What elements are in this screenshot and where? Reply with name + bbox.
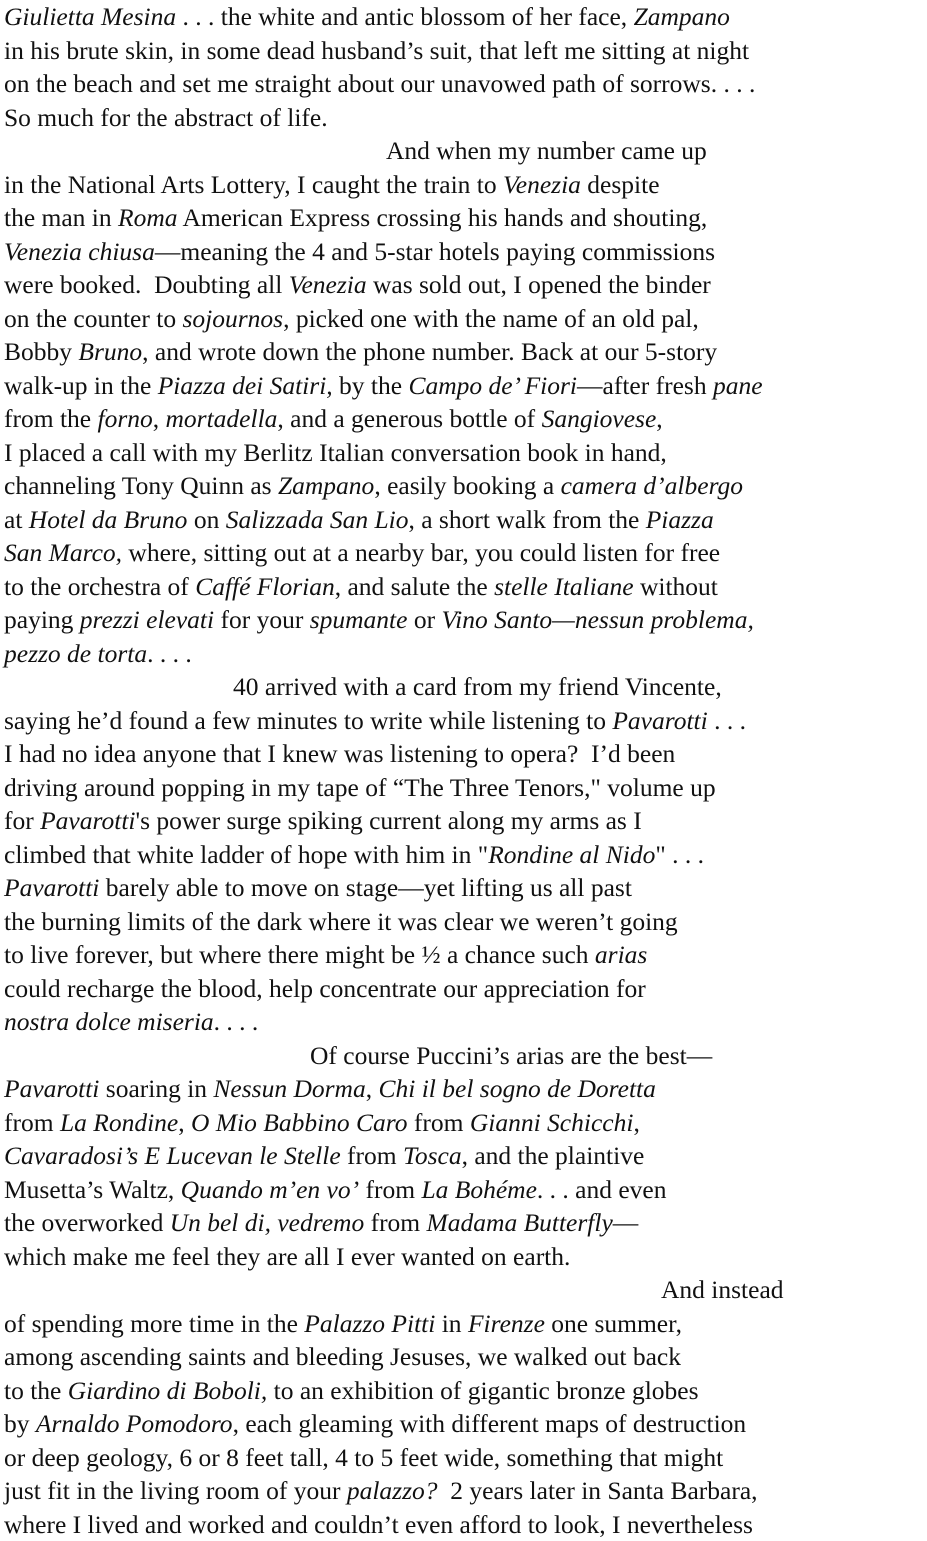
italic-text: Nessun Dorma xyxy=(213,1074,365,1103)
text-segment: — xyxy=(613,1208,639,1237)
italic-text: prezzi elevati xyxy=(80,605,214,634)
italic-text: Palazzo Pitti xyxy=(304,1309,435,1338)
italic-text: Zampano xyxy=(278,471,374,500)
text-segment: by xyxy=(4,1409,36,1438)
text-segment: where I lived and worked and couldn’t even afford to look, I nevertheless xyxy=(4,1510,753,1539)
text-segment: . . . . xyxy=(214,1007,259,1036)
text-segment: barely able to move on stage—yet lifting us all past xyxy=(99,873,632,902)
italic-text: Roma xyxy=(118,203,178,232)
poem-line xyxy=(4,201,924,235)
text-segment: on the counter to xyxy=(4,304,182,333)
text-segment: the burning limits of the dark where it was clear we weren’t going xyxy=(4,907,678,936)
italic-text: Firenze xyxy=(468,1309,545,1338)
italic-text: Bruno xyxy=(78,337,142,366)
italic-text: stelle Italiane xyxy=(494,572,634,601)
poem-line xyxy=(4,235,924,269)
italic-text: pane xyxy=(713,371,763,400)
text-segment: , and wrote down the phone number. Back at our 5-story xyxy=(142,337,717,366)
italic-text: Piazza xyxy=(646,505,714,534)
text-segment: . . . . xyxy=(147,639,192,668)
text-segment: from the xyxy=(4,404,97,433)
text-segment: , xyxy=(153,404,166,433)
text-segment: So much for the abstract of life. xyxy=(4,103,328,132)
poem-line xyxy=(4,1072,924,1106)
text-segment: soaring in xyxy=(99,1074,213,1103)
italic-text: Gianni Schicchi xyxy=(470,1108,634,1137)
text-segment: in his brute skin, in some dead husband’s suit, that left me sitting at night xyxy=(4,36,749,65)
italic-text: Giardino di Boboli, xyxy=(68,1376,268,1405)
poem-line xyxy=(4,134,924,168)
italic-text: palazzo? xyxy=(347,1476,438,1505)
poem-line xyxy=(4,871,924,905)
text-segment: , and salute the xyxy=(335,572,494,601)
italic-text: Venezia xyxy=(503,170,581,199)
poem-line xyxy=(4,804,924,838)
poem-line xyxy=(4,1173,924,1207)
text-segment: . . . xyxy=(708,706,746,735)
italic-text: arias xyxy=(595,940,647,969)
italic-text: O Mio Babbino Caro xyxy=(191,1108,408,1137)
italic-text: San Marco, xyxy=(4,538,122,567)
text-segment: despite xyxy=(581,170,660,199)
text-segment: to the orchestra of xyxy=(4,572,195,601)
text-segment: Bobby xyxy=(4,337,78,366)
text-segment: 's power surge spiking current along my arms as I xyxy=(136,806,642,835)
poem-line xyxy=(4,168,924,202)
text-segment: . . . and even xyxy=(537,1175,667,1204)
italic-text: Cavaradosi’s E Lucevan le Stelle xyxy=(4,1141,341,1170)
poem-line xyxy=(4,670,924,704)
text-segment: or deep geology, 6 or 8 feet tall, 4 to 5 feet wide, something that might xyxy=(4,1443,723,1472)
poem-text xyxy=(4,0,924,1541)
italic-text: Zampano xyxy=(634,2,730,31)
poem-line xyxy=(4,1273,924,1307)
text-segment: And when my number came up xyxy=(386,136,707,165)
text-segment: on the beach and set me straight about our unavowed path of sorrows. . . . xyxy=(4,69,755,98)
italic-text: pezzo de torta xyxy=(4,639,147,668)
poem-line xyxy=(4,469,924,503)
text-segment: , xyxy=(656,404,662,433)
text-segment: the overworked xyxy=(4,1208,170,1237)
poem-line xyxy=(4,905,924,939)
italic-text: Vino Santo—nessun problema, xyxy=(441,605,753,634)
text-segment: could recharge the blood, help concentrate our appreciation for xyxy=(4,974,646,1003)
italic-text: spumante xyxy=(310,605,408,634)
text-segment: , a short walk from the xyxy=(408,505,645,534)
italic-text: forno xyxy=(97,404,152,433)
poem-line xyxy=(4,1106,924,1140)
text-segment: , xyxy=(178,1108,191,1137)
text-segment: channeling Tony Quinn as xyxy=(4,471,278,500)
poem-line xyxy=(4,1340,924,1374)
poem-line xyxy=(4,704,924,738)
text-segment: without xyxy=(634,572,718,601)
text-segment: , xyxy=(633,1108,639,1137)
text-segment: which make me feel they are all I ever wanted on earth. xyxy=(4,1242,570,1271)
poem-line xyxy=(4,268,924,302)
text-segment: one summer, xyxy=(545,1309,682,1338)
text-segment: the man in xyxy=(4,203,118,232)
italic-text: Sangiovese xyxy=(542,404,657,433)
italic-text: Piazza dei Satiri, xyxy=(158,371,333,400)
text-segment: , each gleaming with different maps of destruction xyxy=(233,1409,747,1438)
poem-line xyxy=(4,34,924,68)
text-segment: , easily booking a xyxy=(374,471,560,500)
text-segment: I had no idea anyone that I knew was listening to opera? I’d been xyxy=(4,739,675,768)
text-segment: . . . the white and antic blossom of her face, xyxy=(176,2,633,31)
italic-text: Pavarotti xyxy=(4,1074,99,1103)
text-segment: American Express crossing his hands and shouting, xyxy=(178,203,708,232)
text-segment: just fit in the living room of your xyxy=(4,1476,347,1505)
poem-line xyxy=(4,570,924,604)
text-segment: for xyxy=(4,806,40,835)
text-segment: to live forever, but where there might be ½ a chance such xyxy=(4,940,595,969)
poem-line xyxy=(4,938,924,972)
text-segment: by the xyxy=(333,371,409,400)
poem-line xyxy=(4,1039,924,1073)
text-segment: was sold out, I opened the binder xyxy=(367,270,711,299)
text-segment: in xyxy=(435,1309,468,1338)
italic-text: Madama Butterfly xyxy=(427,1208,613,1237)
text-segment: or xyxy=(407,605,441,634)
italic-text: Salizzada San Lio xyxy=(226,505,409,534)
text-segment: —meaning the 4 and 5-star hotels paying commissions xyxy=(155,237,715,266)
text-segment: from xyxy=(408,1108,470,1137)
italic-text: La Rondine xyxy=(60,1108,178,1137)
poem-line xyxy=(4,1206,924,1240)
poem-line xyxy=(4,402,924,436)
italic-text: Pavarotti xyxy=(4,873,99,902)
text-segment: Musetta’s Waltz, xyxy=(4,1175,181,1204)
poem-line xyxy=(4,1474,924,1508)
italic-text: Arnaldo Pomodoro xyxy=(36,1409,233,1438)
text-segment: 40 arrived with a card from my friend Vincente, xyxy=(233,672,722,701)
text-segment: to an exhibition of gigantic bronze globes xyxy=(267,1376,698,1405)
text-segment: were booked. Doubting all xyxy=(4,270,289,299)
italic-text: nostra dolce miseria xyxy=(4,1007,214,1036)
italic-text: Venezia xyxy=(289,270,367,299)
poem-line xyxy=(4,0,924,34)
poem-line xyxy=(4,369,924,403)
poem-line xyxy=(4,603,924,637)
text-segment: paying xyxy=(4,605,80,634)
text-segment: Of course Puccini’s arias are the best— xyxy=(310,1041,712,1070)
text-segment: , and a generous bottle of xyxy=(277,404,541,433)
poem-line xyxy=(4,1139,924,1173)
poem-line xyxy=(4,1441,924,1475)
text-segment: And instead xyxy=(661,1275,784,1304)
text-segment: I placed a call with my Berlitz Italian conversation book in hand, xyxy=(4,438,667,467)
text-segment: 2 years later in Santa Barbara, xyxy=(438,1476,758,1505)
italic-text: Pavarotti xyxy=(40,806,135,835)
italic-text: Venezia chiusa xyxy=(4,237,155,266)
poem-line xyxy=(4,972,924,1006)
text-segment: " . . . xyxy=(655,840,704,869)
poem-line xyxy=(4,1240,924,1274)
text-segment: in the National Arts Lottery, I caught the train to xyxy=(4,170,503,199)
text-segment: on xyxy=(187,505,225,534)
poem-line xyxy=(4,1005,924,1039)
italic-text: Quando m’en vo’ xyxy=(181,1175,359,1204)
text-segment: , picked one with the name of an old pal, xyxy=(283,304,699,333)
poem-line xyxy=(4,302,924,336)
text-segment: from xyxy=(341,1141,403,1170)
text-segment: driving around popping in my tape of “The Three Tenors," volume up xyxy=(4,773,716,802)
italic-text: Rondine al Nido xyxy=(488,840,655,869)
text-segment: where, sitting out at a nearby bar, you could listen for free xyxy=(122,538,720,567)
italic-text: Campo de’ Fiori xyxy=(408,371,577,400)
italic-text: Hotel da Bruno xyxy=(29,505,188,534)
italic-text: Caffé Florian xyxy=(195,572,335,601)
poem-line xyxy=(4,101,924,135)
text-segment: , and the plaintive xyxy=(462,1141,645,1170)
italic-text: Pavarotti xyxy=(612,706,707,735)
italic-text: sojournos xyxy=(182,304,283,333)
italic-text: Un bel di, vedremo xyxy=(170,1208,365,1237)
italic-text: Chi il bel sogno de Doretta xyxy=(378,1074,655,1103)
poem-line xyxy=(4,536,924,570)
italic-text: La Bohéme xyxy=(421,1175,536,1204)
text-segment: —after fresh xyxy=(577,371,713,400)
text-segment: for your xyxy=(214,605,310,634)
italic-text: camera d’albergo xyxy=(561,471,743,500)
poem-line xyxy=(4,1374,924,1408)
italic-text: Tosca xyxy=(403,1141,462,1170)
italic-text: Giulietta Mesina xyxy=(4,2,176,31)
text-segment: climbed that white ladder of hope with him in " xyxy=(4,840,488,869)
text-segment: at xyxy=(4,505,29,534)
poem-line xyxy=(4,436,924,470)
italic-text: mortadella xyxy=(166,404,278,433)
text-segment: of spending more time in the xyxy=(4,1309,304,1338)
poem-line xyxy=(4,67,924,101)
poem-line xyxy=(4,737,924,771)
text-segment: from xyxy=(4,1108,60,1137)
text-segment: saying he’d found a few minutes to write while listening to xyxy=(4,706,612,735)
poem-line xyxy=(4,335,924,369)
text-segment: among ascending saints and bleeding Jesuses, we walked out back xyxy=(4,1342,681,1371)
poem-line xyxy=(4,771,924,805)
poem-line xyxy=(4,1307,924,1341)
text-segment: from xyxy=(364,1208,426,1237)
poem-line xyxy=(4,637,924,671)
text-segment: from xyxy=(359,1175,421,1204)
poem-line xyxy=(4,838,924,872)
text-segment: , xyxy=(366,1074,379,1103)
poem-line xyxy=(4,1407,924,1441)
text-segment: to the xyxy=(4,1376,68,1405)
poem-line xyxy=(4,503,924,537)
text-segment: walk-up in the xyxy=(4,371,158,400)
